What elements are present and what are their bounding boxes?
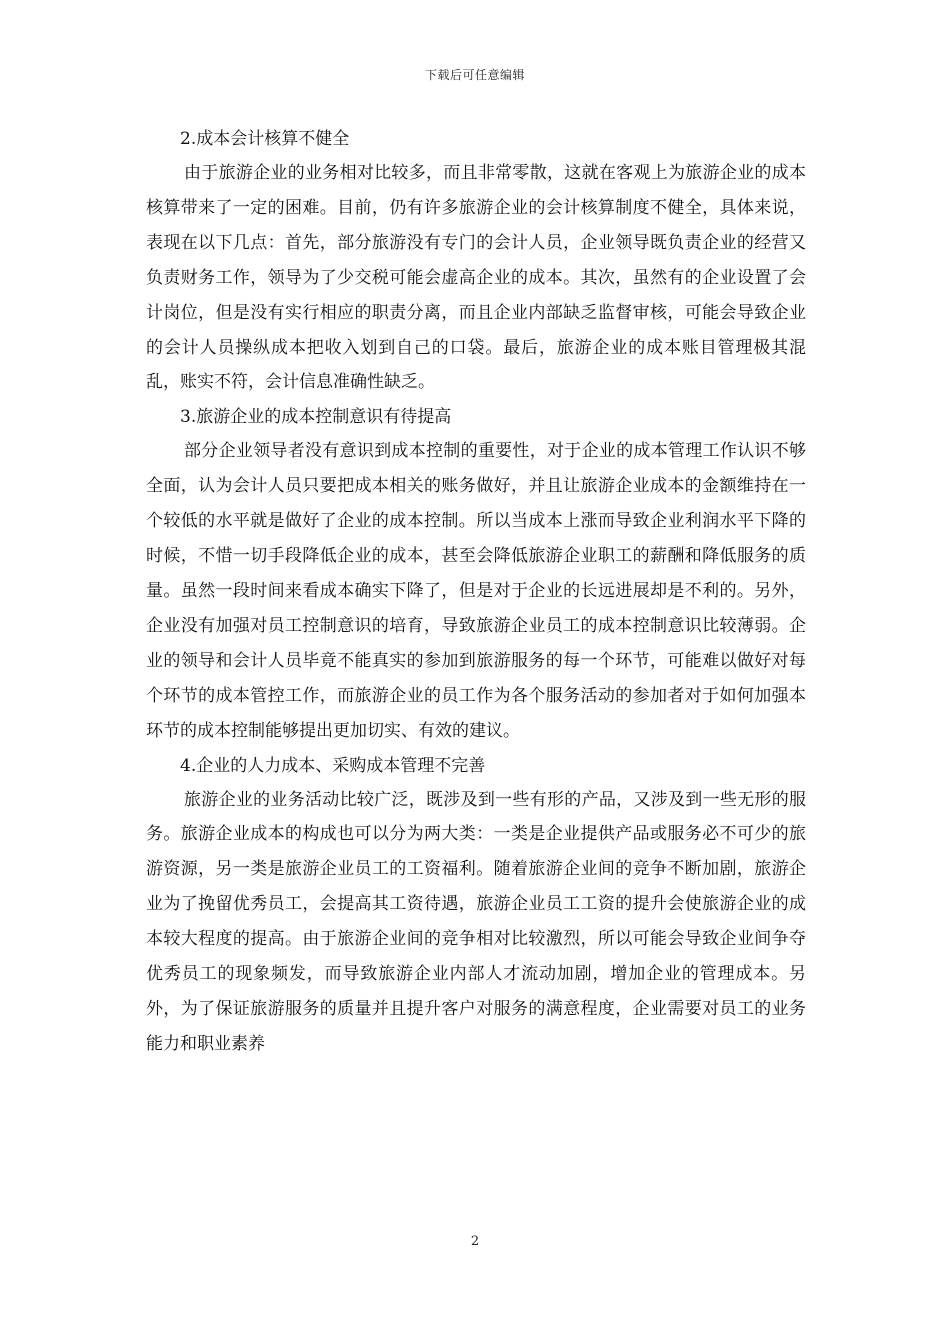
page-header: 下载后可任意编辑: [424, 68, 525, 82]
section-cost-accounting: [146, 122, 806, 400]
section-heading: 4.企业的人力成本、采购成本管理不完善: [180, 755, 486, 776]
section-heading: 3.旅游企业的成本控制意识有待提高: [180, 407, 452, 428]
section-cost-control-awareness: [146, 400, 806, 748]
section-paragraph: 部分企业领导者没有意识到成本控制的重要性，对于企业的成本管理工作认识不够全面，认为会计人员只要把成本相关的账务做好，并且让旅游企业成本的金额维持在一个较低的水平就是做好了企业的成本控制。所以当成本上涨而导致企业利润水平下降的时候，不惜一切手段降低企业的成本，甚至会降低旅游企业职工的薪酬和降低服务的质量。虽然一段时间来看成本确实下降了，但是对于企业的长远进展却是不利的。另外，企业没有加强对员工控制意识的培育，导致旅游企业员工的成本控制意识比较薄弱。企业的领导和会计人员毕竟不能真实的参加到旅游服务的每一个环节，可能难以做好对每个环节的成本管控工作，而旅游企业的员工作为各个服务活动的参加者对于如何加强本环节的成本控制能够提出更加切实、有效的建议。: [146, 441, 806, 741]
section-labor-procurement-cost: [146, 749, 806, 1062]
section-paragraph: 旅游企业的业务活动比较广泛，既涉及到一些有形的产品，又涉及到一些无形的服务。旅游企业成本的构成也可以分为两大类：一类是企业提供产品或服务必不可少的旅游资源，另一类是旅游企业员工的工资福利。随着旅游企业间的竞争不断加剧，旅游企业为了挽留优秀员工，会提高其工资待遇，旅游企业员工工资的提升会使旅游企业的成本较大程度的提高。由于旅游企业间的竞争相对比较激烈，所以可能会导致企业间争夺优秀员工的现象频发，而导致旅游企业内部人才流动加剧，增加企业的管理成本。另外，为了保证旅游服务的质量并且提升客户对服务的满意程度，企业需要对员工的业务能力和职业素养: [146, 789, 806, 1054]
document-body: [146, 122, 806, 1062]
section-paragraph: 由于旅游企业的业务相对比较多，而且非常零散，这就在客观上为旅游企业的成本核算带来了一定的困难。目前，仍有许多旅游企业的会计核算制度不健全，具体来说，表现在以下几点：首先，部分旅游没有专门的会计人员，企业领导既负责企业的经营又负责财务工作，领导为了少交税可能会虚高企业的成本。其次，虽然有的企业设置了会计岗位，但是没有实行相应的职责分离，而且企业内部缺乏监督审核，可能会导致企业的会计人员操纵成本把收入划到自己的口袋。最后，旅游企业的成本账目管理极其混乱，账实不符，会计信息准确性缺乏。: [146, 163, 806, 393]
page-number: 2: [470, 1234, 480, 1249]
section-heading: 2.成本会计核算不健全: [180, 129, 350, 149]
